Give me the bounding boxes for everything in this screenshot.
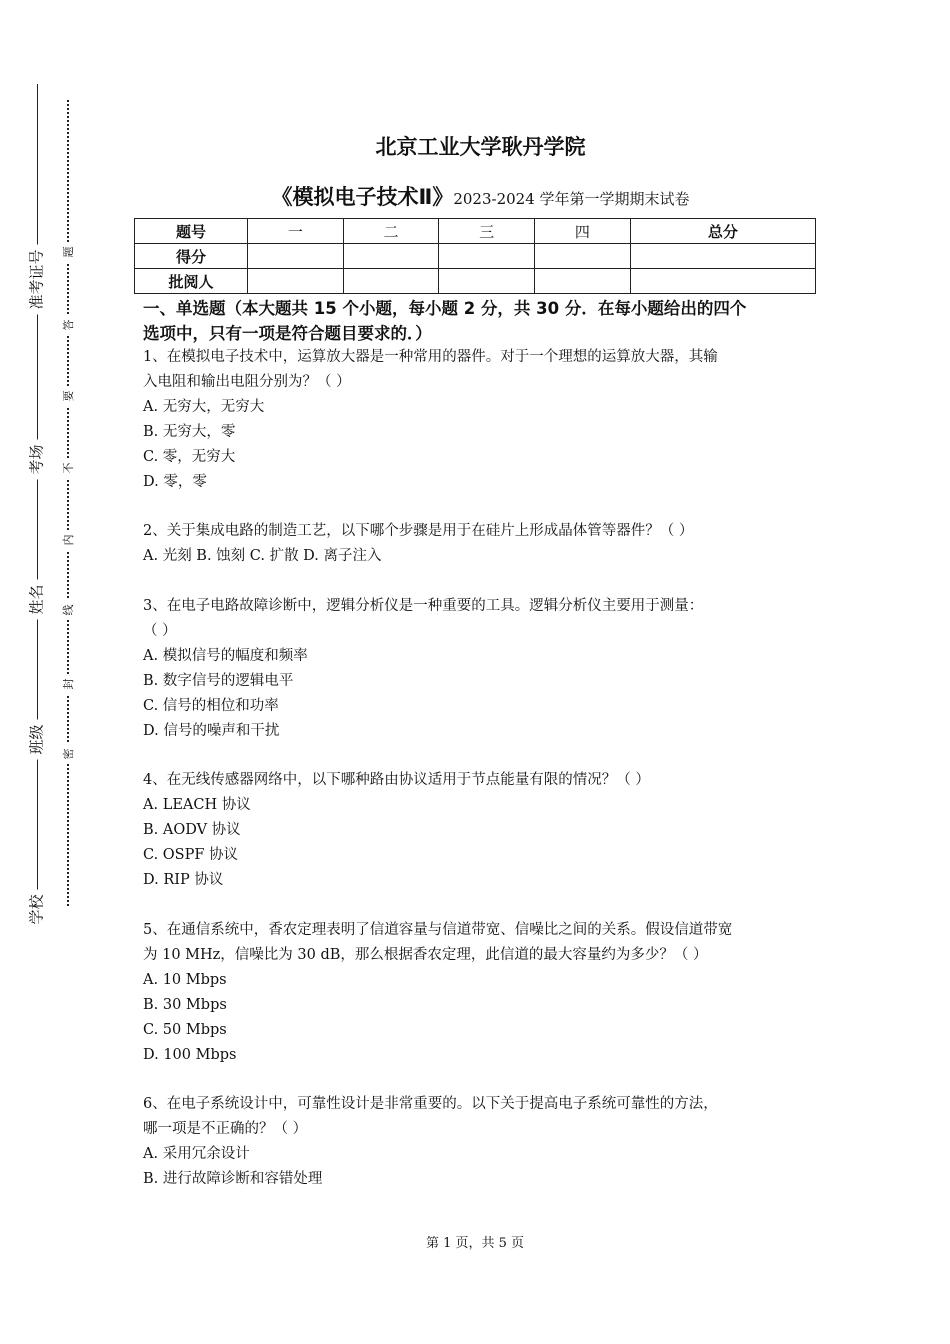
school-title: 北京工业大学耿丹学院 [375, 135, 586, 159]
warning-char: 题 [60, 242, 76, 262]
score-table-row [135, 244, 816, 269]
question-stem-line: （ ） [143, 623, 177, 639]
score-cell[interactable] [630, 269, 815, 294]
option-d: D. RIP 协议 [143, 872, 224, 888]
option-c: C. OSPF 协议 [143, 847, 239, 863]
label-exam-number: 准考证号 [30, 245, 45, 315]
binding-margin [0, 0, 110, 1344]
score-table-header-row [135, 219, 816, 244]
label-exam-room: 考场 [30, 440, 45, 480]
option-a: A. 10 Mbps [143, 972, 227, 988]
score-table [134, 218, 816, 294]
score-cell[interactable] [248, 244, 344, 269]
option-b: B. 数字信号的逻辑电平 [143, 673, 294, 689]
warning-char: 封 [60, 674, 76, 694]
score-col-header: 三 [439, 219, 535, 244]
page-footer: 第 1 页，共 5 页 [425, 1236, 525, 1251]
option-b: B. AODV 协议 [143, 822, 241, 838]
option-a: A. 无穷大，无穷大 [143, 399, 265, 415]
score-col-header: 二 [343, 219, 439, 244]
option-d: D. 零，零 [143, 474, 207, 490]
option-d: D. 100 Mbps [143, 1047, 237, 1063]
score-cell[interactable] [343, 244, 439, 269]
warning-char: 线 [60, 600, 76, 620]
score-cell[interactable] [343, 269, 439, 294]
question-stem-line: 为 10 MHz，信噪比为 30 dB，那么根据香农定理，此信道的最大容量约为多少？（ ） [143, 947, 708, 963]
warning-char: 内 [60, 530, 76, 550]
warning-char: 不 [60, 458, 76, 478]
term-label: 2023-2024 学年第一学期期末试卷 [453, 190, 690, 208]
binding-dotted-line [67, 100, 69, 906]
binding-solid-line [37, 84, 38, 920]
option-b: B. 进行故障诊断和容错处理 [143, 1171, 323, 1187]
option-b: B. 30 Mbps [143, 997, 227, 1013]
label-name: 姓名 [30, 580, 45, 620]
option-c: C. 50 Mbps [143, 1022, 227, 1038]
score-cell[interactable] [248, 269, 344, 294]
section-heading-line: 一、单选题（本大题共 15 个小题，每小题 2 分，共 30 分．在每小题给出的四个 [143, 299, 747, 318]
score-table-row [135, 269, 816, 294]
score-cell[interactable] [630, 244, 815, 269]
score-cell[interactable] [439, 269, 535, 294]
score-row-header: 批阅人 [135, 269, 248, 294]
option-c: C. 信号的相位和功率 [143, 698, 279, 714]
option-d: D. 信号的噪声和干扰 [143, 723, 280, 739]
options-inline: A. 光刻 B. 蚀刻 C. 扩散 D. 离子注入 [143, 548, 382, 564]
question-4 [143, 768, 818, 893]
question-stem-line: 3、在电子电路故障诊断中，逻辑分析仪是一种重要的工具。逻辑分析仪主要用于测量： [143, 598, 704, 614]
score-row-header: 得分 [135, 244, 248, 269]
question-stem-line: 5、在通信系统中，香农定理表明了信道容量与信道带宽、信噪比之间的关系。假设信道带宽 [143, 922, 733, 938]
question-stem-line: 6、在电子系统设计中，可靠性设计是非常重要的。以下关于提高电子系统可靠性的方法， [143, 1096, 718, 1112]
score-cell[interactable] [535, 244, 631, 269]
warning-char: 答 [60, 315, 76, 335]
warning-char: 要 [60, 386, 76, 406]
score-cell[interactable] [535, 269, 631, 294]
exam-subtitle [143, 181, 818, 211]
question-stem-line: 4、在无线传感器网络中，以下哪种路由协议适用于节点能量有限的情况？（ ） [143, 772, 650, 788]
score-cell[interactable] [439, 244, 535, 269]
section-heading-line: 选项中，只有一项是符合题目要求的．） [143, 324, 432, 343]
option-a: A. LEACH 协议 [143, 797, 251, 813]
score-col-header: 题号 [135, 219, 248, 244]
option-a: A. 模拟信号的幅度和频率 [143, 648, 308, 664]
option-c: C. 零，无穷大 [143, 449, 236, 465]
question-5 [143, 918, 818, 1068]
warning-char: 密 [60, 744, 76, 764]
question-3 [143, 594, 818, 744]
section-heading [143, 296, 818, 346]
question-stem-line: 2、关于集成电路的制造工艺，以下哪个步骤是用于在硅片上形成晶体管等器件？（ ） [143, 523, 694, 539]
question-stem-line: 1、在模拟电子技术中，运算放大器是一种常用的器件。对于一个理想的运算放大器，其输 [143, 349, 718, 365]
question-stem-line: 入电阻和输出电阻分别为？（ ） [143, 374, 351, 390]
option-b: B. 无穷大，零 [143, 424, 236, 440]
label-school: 学校 [30, 890, 45, 930]
question-1 [143, 345, 818, 495]
score-col-header: 四 [535, 219, 631, 244]
score-col-header: 总分 [630, 219, 815, 244]
score-col-header: 一 [248, 219, 344, 244]
question-stem-line: 哪一项是不正确的？（ ） [143, 1121, 308, 1137]
question-6 [143, 1092, 818, 1192]
course-title: 《模拟电子技术Ⅱ》 [271, 185, 454, 209]
question-2 [143, 519, 818, 569]
label-class: 班级 [30, 720, 45, 760]
option-a: A. 采用冗余设计 [143, 1146, 250, 1162]
